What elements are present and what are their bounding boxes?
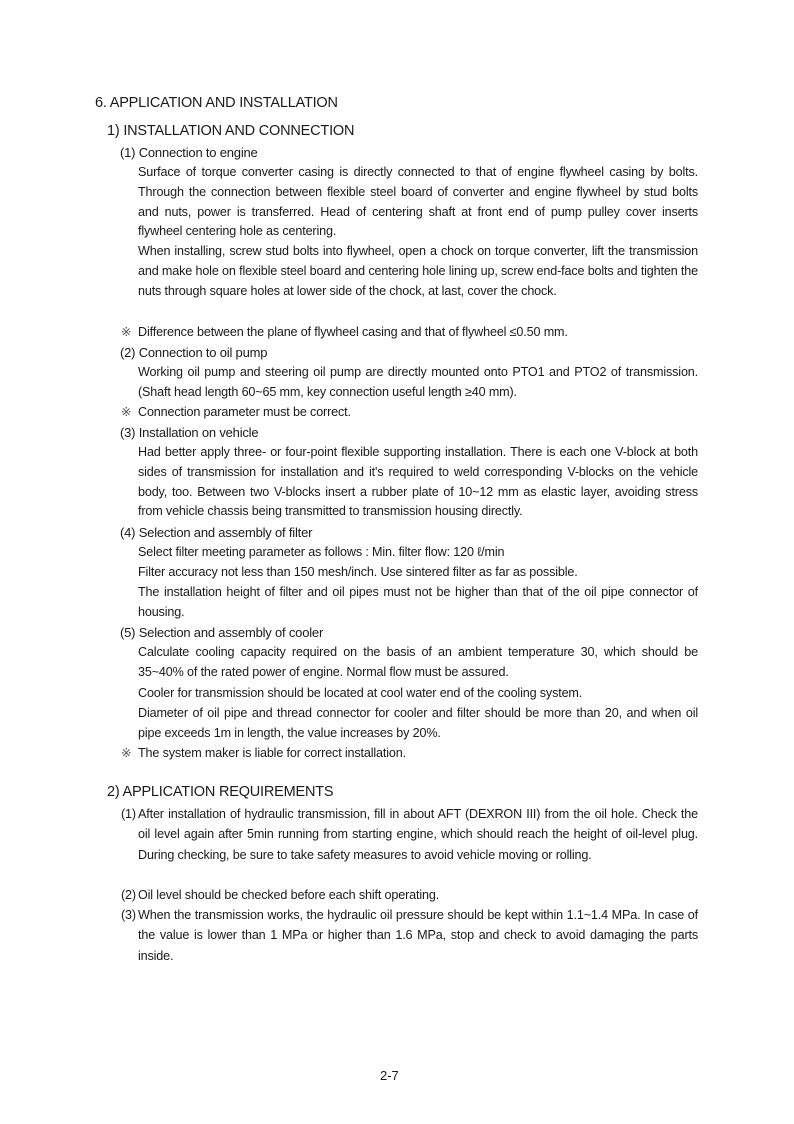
oil-pump-paragraph: Working oil pump and steering oil pump are directly mounted onto PTO1 and PTO2 of transmission. (Shaft head length 60~65 mm, key connection useful length ≥40 mm). — [138, 365, 698, 399]
vehicle-heading: (3) Installation on vehicle — [120, 425, 259, 440]
vehicle-paragraph: Had better apply three- or four-point flexible supporting installation. There is each one V-block at both sides of transmission for installation and it's required to weld corresponding V-blocks on the vehicle body, too. Between two V-blocks insert a rubber plate of 10~12 mm as elastic layer, avoiding stress from vehicle chassis being transmitted to transmission housing directly. — [138, 445, 698, 519]
engine-note-text: Difference between the plane of flywheel casing and that of flywheel ≤0.50 mm. — [138, 325, 568, 339]
cooler-heading: (5) Selection and assembly of cooler — [120, 625, 324, 640]
oil-pump-heading: (2) Connection to oil pump — [120, 345, 268, 360]
cooler-line-2: Cooler for transmission should be located at cool water end of the cooling system. — [138, 686, 583, 700]
requirement-number: (3) — [121, 908, 136, 922]
cooler-note — [121, 745, 406, 760]
engine-paragraph-1: Surface of torque converter casing is directly connected to that of engine flywheel casing by bolts. Through the connection between flexible steel board of converter and engine flywheel by stud bolts and nuts, power is transferred. Head of centering shaft at front end of pump pulley cover inserts flywheel centering hole as centering. — [138, 165, 698, 239]
section-title: 6. APPLICATION AND INSTALLATION — [95, 95, 338, 111]
requirement-item — [121, 804, 698, 865]
requirement-number: (2) — [121, 888, 136, 902]
note-mark-icon: ※ — [121, 746, 132, 760]
cooler-note-text: The system maker is liable for correct installation. — [138, 746, 406, 760]
cooler-line-1: Calculate cooling capacity required on the basis of an ambient temperature 30, which should be 35~40% of the rated power of engine. Normal flow must be assured. — [138, 645, 698, 679]
requirement-text: When the transmission works, the hydraulic oil pressure should be kept within 1.1~1.4 MPa. In case of the value is lower than 1 MPa or higher than 1.6 MPa, stop and check to avoid damaging the parts inside. — [138, 908, 698, 963]
oil-pump-note-text: Connection parameter must be correct. — [138, 405, 351, 419]
filter-line-1: Select filter meeting parameter as follows : Min. filter flow: 120 ℓ/min — [138, 545, 505, 559]
installation-title: 1) INSTALLATION AND CONNECTION — [107, 123, 355, 139]
note-mark-icon: ※ — [121, 325, 132, 339]
requirements-title: 2) APPLICATION REQUIREMENTS — [107, 784, 334, 800]
cooler-line-3: Diameter of oil pipe and thread connector for cooler and filter should be more than 20, and when oil pipe exceeds 1m in length, the value increases by 20%. — [138, 706, 698, 740]
filter-heading: (4) Selection and assembly of filter — [120, 525, 313, 540]
oil-pump-note — [121, 404, 351, 419]
requirement-number: (1) — [121, 807, 136, 821]
engine-paragraph-2: When installing, screw stud bolts into flywheel, open a chock on torque converter, lift the transmission and make hole on flexible steel board and centering hole lining up, screw end-face bolts and tighten the nuts through square holes at lower side of the chock, at last, cover the chock. — [138, 244, 698, 298]
requirement-text: After installation of hydraulic transmission, fill in about AFT (DEXRON III) from the oil hole. Check the oil level again after 5min running from starting engine, which should reach the height of oil-level plug. During checking, be sure to take safety measures to avoid vehicle moving or rolling. — [138, 807, 698, 862]
requirement-text: Oil level should be checked before each shift operating. — [138, 888, 440, 902]
requirement-item — [121, 905, 698, 966]
engine-note — [121, 324, 568, 339]
filter-line-2: Filter accuracy not less than 150 mesh/inch. Use sintered filter as far as possible. — [138, 565, 578, 579]
page-number: 2-7 — [380, 1068, 399, 1083]
engine-heading: (1) Connection to engine — [120, 145, 258, 160]
requirement-item — [121, 885, 698, 905]
note-mark-icon: ※ — [121, 405, 132, 419]
filter-line-3: The installation height of filter and oil pipes must not be higher than that of the oil pipe connector of housing. — [138, 585, 698, 619]
